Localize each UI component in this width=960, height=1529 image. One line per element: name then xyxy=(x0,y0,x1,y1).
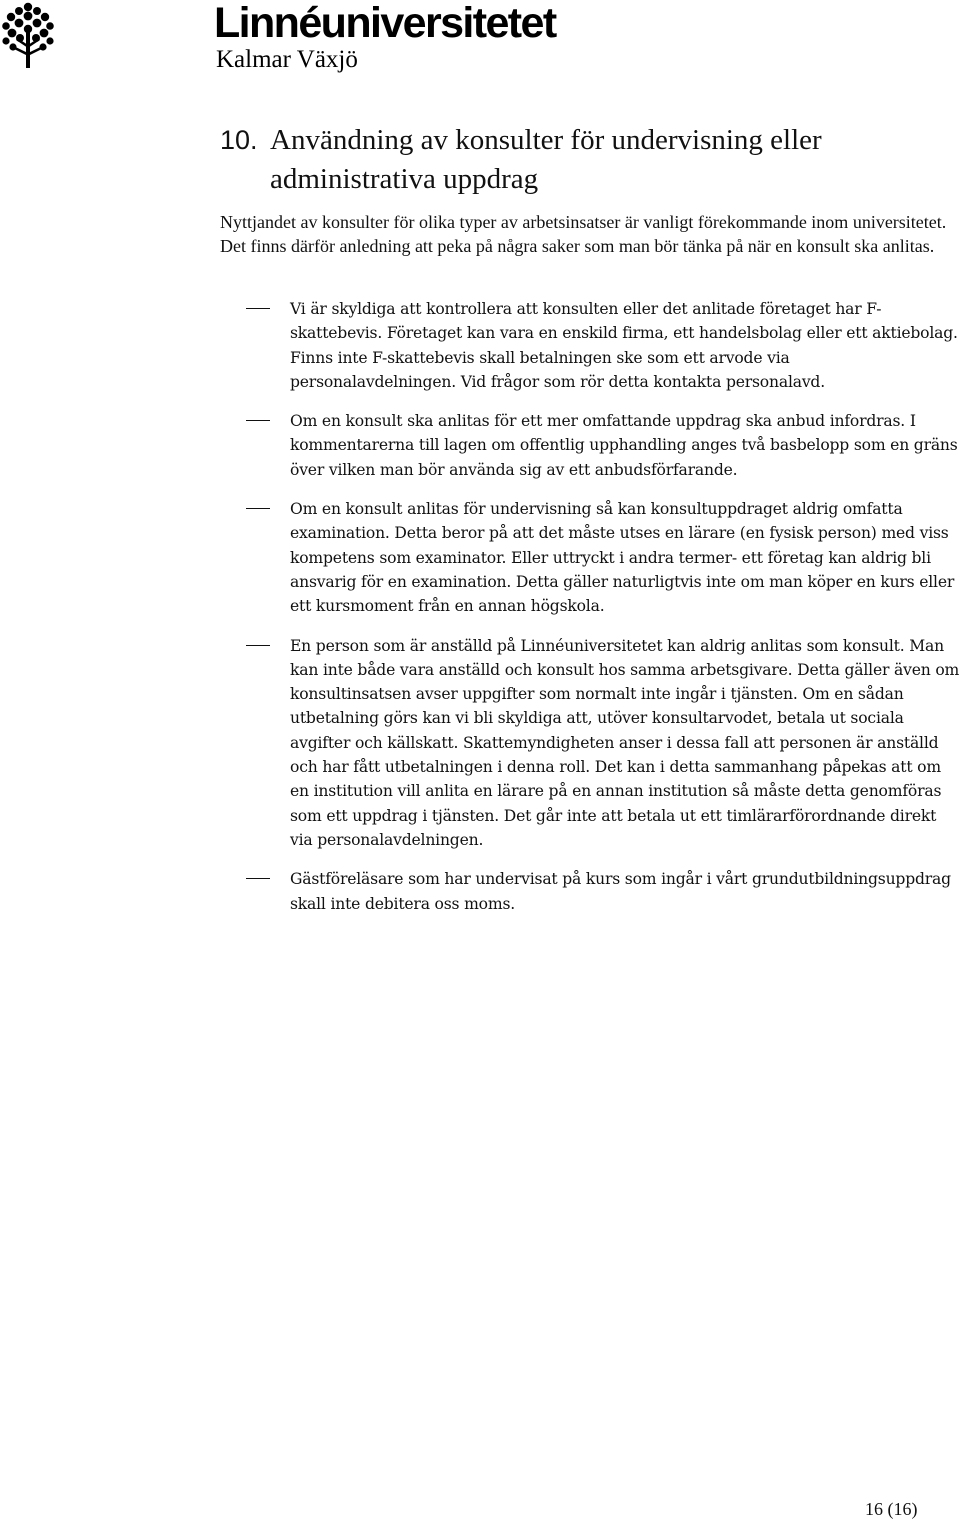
dash-bullet-icon xyxy=(246,878,270,879)
section-number: 10. xyxy=(220,125,258,155)
list-item-text: Om en konsult ska anlitas för ett mer omfattande uppdrag ska anbud infordras. I kommentarerna till lagen om offentlig upphandling anges två basbelopp som en gräns över vilken man bör använda sig av ett anbudsförfarande. xyxy=(290,412,958,479)
page-number: 16 (16) xyxy=(865,1499,918,1519)
list-item-text: En person som är anställd på Linnéuniversitetet kan aldrig anlitas som konsult. Man kan inte både vara anställd och konsult hos samma arbetsgivare. Detta gäller även om konsultinsatsen avser uppgifter som normalt inte ingår i tjänsten. Om en sådan utbetalning görs kan vi bli skyldiga att, utöver konsultarvodet, betala ut sociala avgifter och källskatt. Skattemyndigheten anser i dessa fall att personen är anställd och har fått utbetalningen i denna roll. Det kan i detta sammanhang påpekas att om en institution vill anlita en lärare på en annan institution så måste detta genomföras som ett uppdrag i tjänsten. Det går inte att betala ut ett timlärarförordnande direkt via personalavdelningen. xyxy=(290,636,960,849)
dash-bullet-icon xyxy=(246,420,270,421)
bullet-list xyxy=(220,297,960,931)
dash-bullet-icon xyxy=(246,308,270,309)
list-item-text: Om en konsult anlitas för undervisning så kan konsultuppdraget aldrig omfatta examination. Detta beror på att det måste utses en lärare (en fysisk person) med viss kompetens som examinator. Eller uttryckt i andra termer- ett företag kan aldrig bli ansvarig för en examination. Detta gäller naturligtvis inte om man köper en kurs eller ett kursmoment från en annan högskola. xyxy=(290,500,955,616)
section-title-line2: administrativa uppdrag xyxy=(270,163,539,195)
university-logo xyxy=(0,0,620,80)
list-item xyxy=(220,297,960,394)
list-item-text: Vi är skyldiga att kontrollera att konsulten eller det anlitade företaget har F-skattebevis. Företaget kan vara en enskild firma, ett handelsbolag eller ett aktiebolag. Finns inte F-skattebevis skall betalningen ske som ett arvode via personalavdelningen. Vid frågor som rör detta kontakta personalavd. xyxy=(290,300,958,391)
list-item xyxy=(220,409,960,482)
tree-logo-icon xyxy=(2,2,54,70)
list-item-text: Gästföreläsare som har undervisat på kurs som ingår i vårt grundutbildningsuppdrag skall inte debitera oss moms. xyxy=(290,870,951,913)
list-item xyxy=(220,634,960,853)
dash-bullet-icon xyxy=(246,508,270,509)
dash-bullet-icon xyxy=(246,645,270,646)
section-heading xyxy=(220,121,920,199)
section-title-line1: Användning av konsulter för undervisning eller xyxy=(270,124,822,156)
intro-paragraph: Nyttjandet av konsulter för olika typer av arbetsinsatser är vanligt förekommande inom universitetet. Det finns därför anledning att peka på några saker som man bör tänka på när en konsult ska anlitas. xyxy=(220,212,947,256)
logo-wordmark: Linnéuniversitetet xyxy=(214,0,556,47)
logo-cities: Kalmar Växjö xyxy=(216,46,358,73)
list-item xyxy=(220,497,960,618)
list-item xyxy=(220,867,960,916)
